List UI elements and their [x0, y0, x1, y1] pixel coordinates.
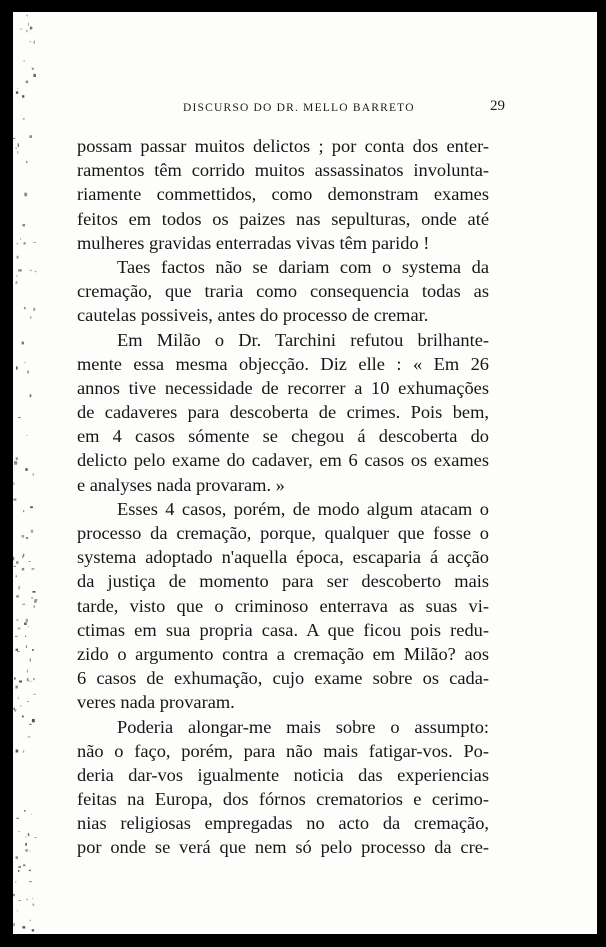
- text-line: tarde, visto que o criminoso enterrava as suas vi-: [77, 595, 489, 616]
- text-line: possam passar muitos delictos ; por conta dos enter-: [77, 136, 489, 156]
- text-line: processo da cremação, porque, qualquer que fosse o: [77, 523, 489, 543]
- text-line: cautelas possiveis, antes do processo de cremar.: [77, 305, 429, 326]
- text-line: annos tive necessidade de recorrer a 10 exhumações: [77, 377, 489, 398]
- text-line: mente essa mesma objecção. Diz elle : « Em 26: [77, 353, 489, 374]
- text-line: ctimas em sua propria casa. A que ficou pois redu-: [77, 619, 489, 640]
- text-line: veres nada provaram.: [77, 692, 235, 713]
- text-line: por onde se verá que nem só pelo processo da cre-: [77, 837, 489, 858]
- text-line: da justiça de momento para ser descoberto mais: [77, 571, 489, 592]
- text-line: ramentos têm corrido muitos assassinatos involunta-: [77, 160, 489, 181]
- text-line: Esses 4 casos, porém, de modo algum atacam o: [117, 498, 489, 519]
- text-line: riamente commettidos, como demonstram exames: [77, 184, 489, 205]
- text-line: e analyses nada provaram. »: [77, 474, 285, 495]
- text-line: não o faço, porém, para não mais fatigar-vos. Po-: [77, 740, 489, 761]
- running-title: DISCURSO DO DR. MELLO BARRETO: [183, 102, 415, 114]
- text-line: cremação, que traria como consequencia todas as: [77, 281, 489, 302]
- text-line: Poderia alongar-me mais sobre o assumpto:: [117, 716, 489, 737]
- book-page: [13, 12, 597, 934]
- text-line: de cadaveres para descoberta de crimes. Pois bem,: [77, 402, 489, 423]
- text-line: delicto pelo exame do cadaver, em 6 casos os exames: [77, 450, 489, 471]
- text-line: zido o argumento contra a cremação em Milão? aos: [77, 643, 489, 664]
- text-line: feitos em todos os paizes nas sepulturas, onde até: [77, 208, 489, 229]
- text-line: mulheres gravidas enterradas vivas têm parido !: [77, 232, 430, 253]
- body-text: [77, 134, 489, 860]
- text-line: deria dar-vos igualmente noticia das experiencias: [77, 764, 489, 785]
- text-line: 6 casos de exhumação, cujo exame sobre os cada-: [77, 668, 489, 689]
- text-line: Taes factos não se dariam com o systema da: [117, 256, 489, 277]
- text-line: em 4 casos sómente se chegou á descoberta do: [77, 426, 489, 447]
- text-line: Em Milão o Dr. Tarchini refutou brilhante-: [117, 329, 489, 350]
- text-line: nias religiosas empregadas no acto da cremação,: [77, 813, 489, 834]
- page-number: 29: [490, 98, 505, 114]
- text-line: systema adoptado n'aquella época, escaparia á acção: [77, 547, 489, 568]
- text-line: feitas na Europa, dos fórnos crematorios e cerimo-: [77, 789, 489, 810]
- binding-gutter-speckle: [13, 12, 47, 934]
